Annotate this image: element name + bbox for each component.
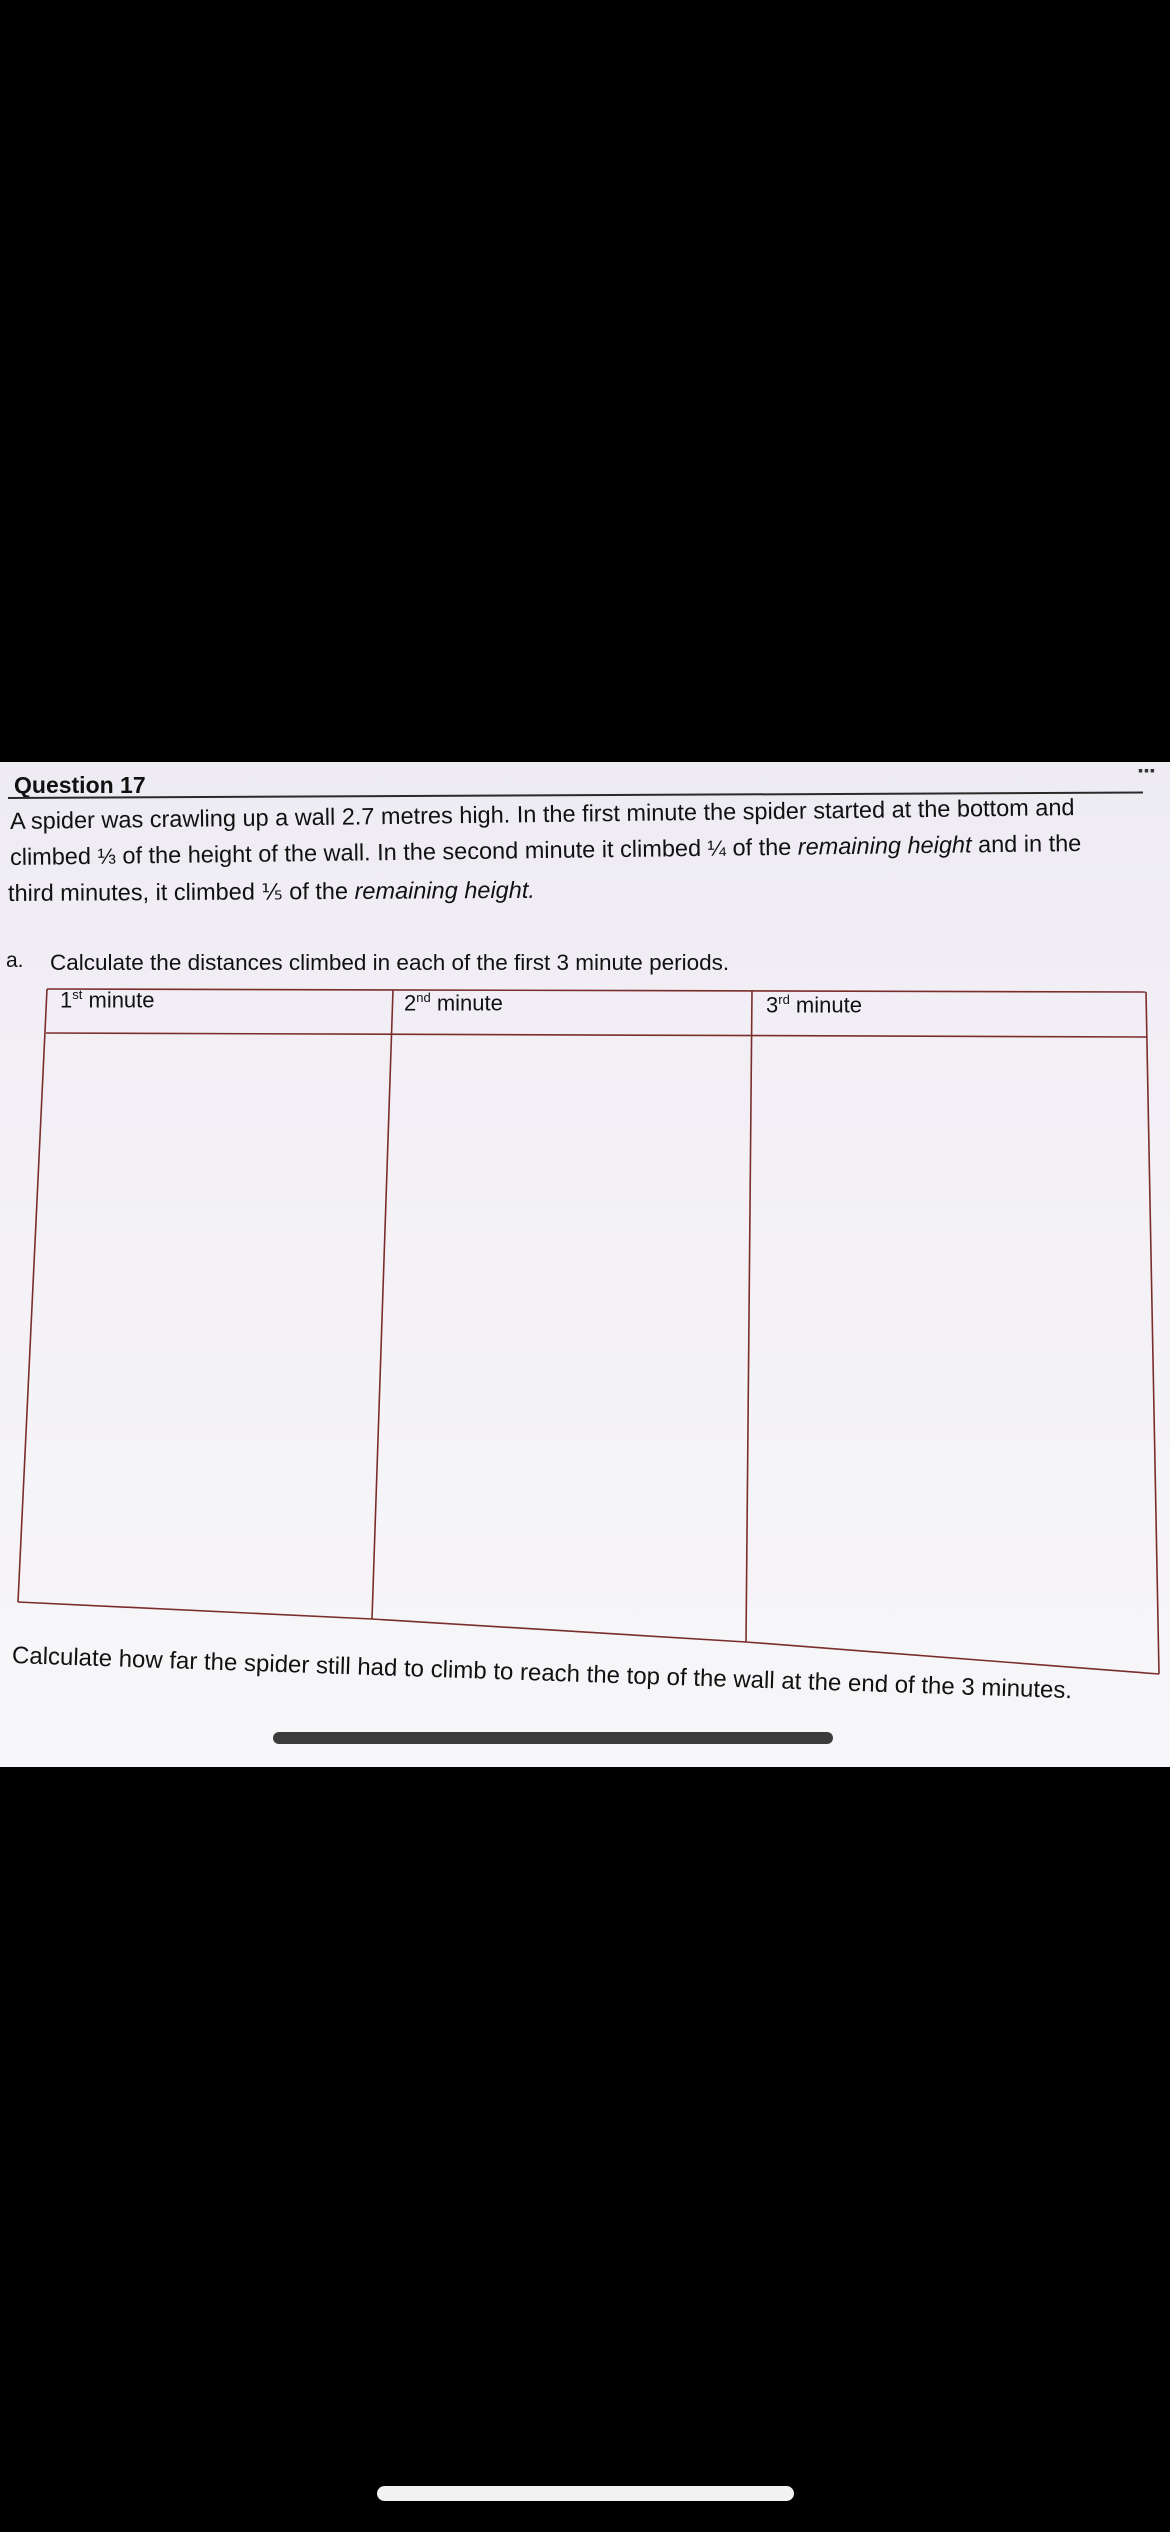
column-label: minute: [789, 992, 862, 1018]
corner-mark: ▪▪▪: [1138, 762, 1156, 778]
fraction-one-quarter: ¼: [707, 835, 727, 861]
column-header-1st-minute: [60, 987, 155, 1013]
ordinal-number: 2: [404, 990, 417, 1016]
table-divider-1: [372, 990, 393, 1619]
home-indicator[interactable]: [377, 2486, 794, 2501]
text-segment: of the height of the wall. In the second minute it climbed: [115, 834, 708, 869]
question-title: Question 17: [14, 772, 146, 798]
text-segment: of the: [282, 877, 355, 905]
table-header-rule: [46, 1033, 1147, 1037]
ordinal-suffix: nd: [416, 990, 431, 1005]
column-header-2nd-minute: [404, 990, 503, 1016]
part-a-marker: a.: [6, 949, 24, 972]
photographed-worksheet: [0, 762, 1170, 1767]
text-segment: climbed: [9, 842, 98, 870]
text-segment: of the: [725, 833, 798, 861]
table-divider-2: [746, 991, 752, 1642]
table-right-border: [1146, 992, 1159, 1674]
column-label: minute: [82, 987, 155, 1013]
scrollbar[interactable]: [273, 1732, 833, 1744]
question-text-line-1: A spider was crawling up a wall 2.7 metres high. In the first minute the spider started at the bottom and: [9, 794, 1075, 834]
fraction-one-fifth: ⅕: [261, 879, 283, 905]
text-segment: third minutes, it climbed: [7, 878, 262, 906]
part-a-question: Calculate the distances climbed in each of the first 3 minute periods.: [50, 950, 730, 975]
text-segment: and in the: [971, 829, 1082, 858]
answer-table: [0, 762, 1170, 1767]
fraction-one-third: ⅓: [97, 843, 117, 869]
table-left-border: [18, 989, 47, 1602]
table-top-border: [47, 989, 1146, 992]
ordinal-suffix: st: [72, 987, 83, 1002]
column-label: minute: [430, 990, 503, 1016]
ordinal-number: 3: [766, 992, 779, 1018]
emphasis-remaining-height: remaining height.: [354, 876, 535, 904]
ordinal-suffix: rd: [778, 992, 790, 1007]
part-b-question: Calculate how far the spider still had to climb to reach the top of the wall at the end of the 3 minutes.: [11, 1642, 1073, 1705]
emphasis-remaining-height: remaining height: [797, 831, 972, 860]
ordinal-number: 1: [60, 987, 73, 1013]
column-header-3rd-minute: [766, 992, 862, 1018]
